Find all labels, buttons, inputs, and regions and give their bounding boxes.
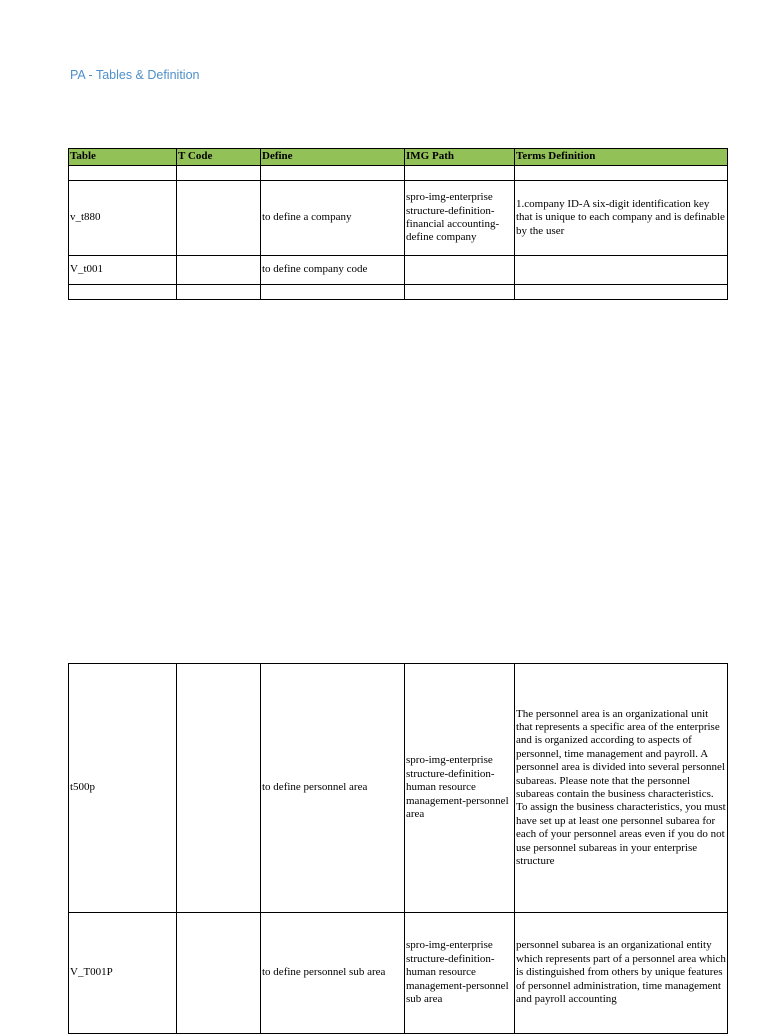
- cell-table: [69, 285, 177, 300]
- cell-img-path: [405, 285, 515, 300]
- cell-terms: 1.company ID-A six-digit identification key that is unique to each company and is definable by the user: [515, 181, 728, 256]
- cell-define: to define personnel area: [261, 664, 405, 913]
- table-row: [69, 913, 728, 1034]
- column-header-terms-definition: Terms Definition: [515, 149, 728, 166]
- cell-img-path: spro-img-enterprise structure-definition-human resource management-personnel area: [405, 664, 515, 913]
- cell-tcode: [177, 664, 261, 913]
- personnel-definitions-table: [68, 663, 728, 1034]
- cell-table: [69, 166, 177, 181]
- cell-terms: [515, 256, 728, 285]
- cell-terms: [515, 285, 728, 300]
- table-row: [69, 664, 728, 913]
- definitions-table: [68, 148, 728, 300]
- cell-img-path: [405, 166, 515, 181]
- cell-define: [261, 166, 405, 181]
- cell-terms: [515, 166, 728, 181]
- cell-terms: personnel subarea is an organizational entity which represents part of a personnel area which is distinguished from others by unique features of personnel administration, time management and payroll accounting: [515, 913, 728, 1034]
- table-row: [69, 166, 728, 181]
- table-row: [69, 181, 728, 256]
- cell-tcode: [177, 166, 261, 181]
- cell-table: t500p: [69, 664, 177, 913]
- cell-tcode: [177, 285, 261, 300]
- cell-define: to define a company: [261, 181, 405, 256]
- cell-define: to define company code: [261, 256, 405, 285]
- column-header-tcode: T Code: [177, 149, 261, 166]
- column-header-img-path: IMG Path: [405, 149, 515, 166]
- column-header-table: Table: [69, 149, 177, 166]
- cell-img-path: spro-img-enterprise structure-definition-human resource management-personnel sub area: [405, 913, 515, 1034]
- table-row: [69, 256, 728, 285]
- cell-table: V_t001: [69, 256, 177, 285]
- cell-table: v_t880: [69, 181, 177, 256]
- cell-define: [261, 285, 405, 300]
- cell-tcode: [177, 913, 261, 1034]
- column-header-define: Define: [261, 149, 405, 166]
- cell-terms: The personnel area is an organizational unit that represents a specific area of the enterprise and is organized according to aspects of personnel, time management and payroll. A personnel area is divided into several personnel subareas. Please note that the personnel subareas contain the business characteristics. To assign the business characteristics, you must have set up at least one personnel subarea for each of your personnel areas even if you do not use personnel subareas in your enterprise structure: [515, 664, 728, 913]
- cell-table: V_T001P: [69, 913, 177, 1034]
- cell-img-path: [405, 256, 515, 285]
- header-row: [69, 149, 728, 166]
- cell-tcode: [177, 256, 261, 285]
- page-title: PA - Tables & Definition: [70, 68, 200, 82]
- cell-define: to define personnel sub area: [261, 913, 405, 1034]
- cell-img-path: spro-img-enterprise structure-definition-financial accounting-define company: [405, 181, 515, 256]
- cell-tcode: [177, 181, 261, 256]
- table-row: [69, 285, 728, 300]
